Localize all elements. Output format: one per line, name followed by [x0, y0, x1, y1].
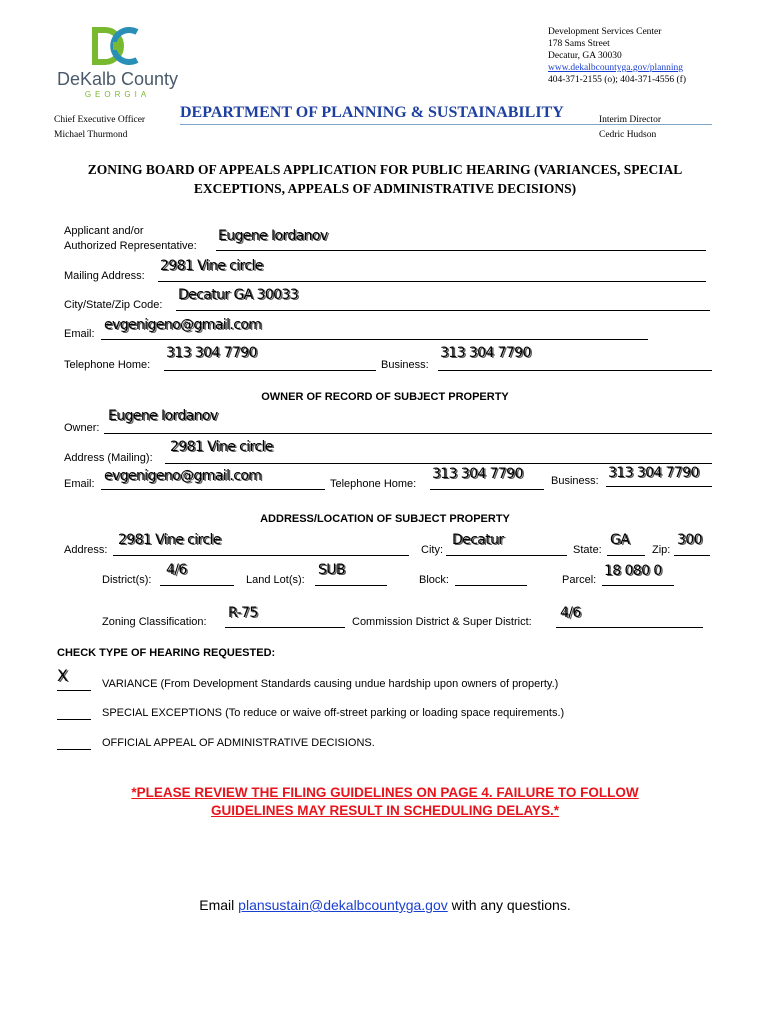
parcel-field[interactable]: 18 080 0: [604, 563, 662, 579]
zoning-label: Zoning Classification:: [102, 616, 207, 628]
form-title-line: ZONING BOARD OF APPEALS APPLICATION FOR PUBLIC HEARING (VARIANCES, SPECIAL: [87, 162, 683, 177]
appeal-label: OFFICIAL APPEAL OF ADMINISTRATIVE DECISIONS.: [102, 737, 375, 749]
owner-line: [104, 433, 712, 434]
owner-business-label: Business:: [551, 475, 599, 487]
mailing-label: Mailing Address:: [64, 270, 145, 282]
city-field[interactable]: Decatur GA 30033: [178, 287, 299, 303]
owner-business-field[interactable]: 313 304 7790: [608, 465, 699, 481]
hearing-option-appeal: [57, 731, 737, 751]
owner-email-field[interactable]: evgenigeno@gmail.com: [104, 468, 262, 484]
city-line: [176, 310, 710, 311]
variance-label: VARIANCE (From Development Standards causing undue hardship upon owners of property.): [102, 678, 559, 690]
owner-mailing-line: [165, 463, 712, 464]
website-link[interactable]: www.dekalbcountyga.gov/planning: [548, 63, 683, 73]
dc-logo-icon: [55, 22, 180, 70]
ceo-name: Michael Thurmond: [54, 130, 128, 140]
director-title: Interim Director: [599, 115, 661, 125]
appeal-check-line: [57, 749, 91, 750]
property-zip-label: Zip:: [652, 544, 671, 556]
email-label: Email:: [64, 328, 95, 340]
parcel-label: Parcel:: [562, 574, 597, 586]
owner-email-label: Email:: [64, 478, 95, 490]
landlot-line: [315, 585, 387, 586]
email-line: [101, 339, 648, 340]
address-line: 178 Sams Street: [548, 39, 610, 49]
office-phone: 404-371-2155 (o); 404-371-4556 (f): [548, 75, 686, 85]
notice-line: *PLEASE REVIEW THE FILING GUIDELINES ON PAGE 4. FAILURE TO FOLLOW: [131, 785, 639, 800]
property-address-field[interactable]: 2981 Vine circle: [118, 532, 221, 548]
owner-business-line: [606, 486, 712, 487]
owner-mailing-field[interactable]: 2981 Vine circle: [170, 439, 273, 455]
block-line: [455, 585, 527, 586]
parcel-line: [602, 585, 674, 586]
ceo-title: Chief Executive Officer: [54, 115, 146, 125]
owner-field[interactable]: Eugene Iordanov: [108, 408, 218, 424]
footer-prefix: Email: [199, 897, 239, 913]
phone-home-label: Telephone Home:: [64, 359, 151, 371]
commission-label: Commission District & Super District:: [352, 616, 532, 628]
city-label: City/State/Zip Code:: [64, 299, 163, 311]
owner-section-title: OWNER OF RECORD OF SUBJECT PROPERTY: [261, 391, 509, 403]
form-title: [0, 160, 770, 198]
district-field[interactable]: 4/6: [166, 562, 187, 578]
logo-county-name: DeKalb County: [56, 69, 179, 89]
zoning-field[interactable]: R-75: [228, 605, 258, 621]
property-address-line: [113, 555, 409, 556]
property-zip-line: [674, 555, 710, 556]
mailing-field[interactable]: 2981 Vine circle: [160, 258, 263, 274]
owner-mailing-label: Address (Mailing):: [64, 452, 153, 464]
commission-line: [556, 627, 703, 628]
phone-home-field[interactable]: 313 304 7790: [166, 345, 257, 361]
applicant-name-field[interactable]: Eugene Iordanov: [218, 228, 328, 244]
hearing-title: CHECK TYPE OF HEARING REQUESTED:: [57, 647, 276, 659]
notice-line: GUIDELINES MAY RESULT IN SCHEDULING DELAYS.*: [210, 803, 560, 818]
office-address: [548, 26, 686, 86]
hearing-option-special-exceptions: [57, 701, 737, 721]
address-line: Decatur, GA 30030: [548, 51, 622, 61]
owner-phone-line: [430, 489, 544, 490]
applicant-name-line: [216, 250, 706, 251]
variance-check-mark[interactable]: X: [57, 666, 68, 685]
email-field[interactable]: evgenigeno@gmail.com: [104, 317, 262, 333]
commission-field[interactable]: 4/6: [560, 605, 581, 621]
special-check-line: [57, 719, 91, 720]
district-label: District(s):: [102, 574, 152, 586]
footer-email-link[interactable]: plansustain@dekalbcountyga.gov: [238, 897, 448, 913]
footer-contact: [0, 897, 770, 913]
logo-state-name: GEORGIA: [84, 90, 151, 99]
owner-email-line: [101, 489, 325, 490]
mailing-line: [158, 281, 706, 282]
filing-notice: [0, 784, 770, 820]
property-zip-field[interactable]: 300: [677, 532, 702, 548]
property-city-label: City:: [421, 544, 443, 556]
business-field[interactable]: 313 304 7790: [440, 345, 531, 361]
business-label: Business:: [381, 359, 429, 371]
district-line: [160, 585, 234, 586]
address-line: Development Services Center: [548, 27, 662, 37]
landlot-label: Land Lot(s):: [246, 574, 305, 586]
property-state-field[interactable]: GA: [610, 532, 630, 548]
department-title: DEPARTMENT OF PLANNING & SUSTAINABILITY: [180, 104, 564, 121]
property-city-field[interactable]: Decatur: [452, 532, 504, 548]
block-label: Block:: [419, 574, 449, 586]
landlot-field[interactable]: SUB: [318, 562, 345, 578]
property-state-label: State:: [573, 544, 602, 556]
owner-label: Owner:: [64, 422, 100, 434]
form-title-line: EXCEPTIONS, APPEALS OF ADMINISTRATIVE DECISIONS): [193, 181, 577, 196]
owner-phone-field[interactable]: 313 304 7790: [432, 466, 523, 482]
owner-phone-label: Telephone Home:: [330, 478, 417, 490]
business-line: [438, 370, 712, 371]
property-city-line: [446, 555, 567, 556]
phone-home-line: [164, 370, 376, 371]
applicant-label: Applicant and/or Authorized Representative:: [64, 225, 197, 252]
zoning-line: [225, 627, 345, 628]
hearing-option-variance: [57, 666, 737, 692]
special-label: SPECIAL EXCEPTIONS (To reduce or waive off-street parking or loading space requirements.): [102, 707, 565, 719]
property-section-title: ADDRESS/LOCATION OF SUBJECT PROPERTY: [260, 513, 510, 525]
property-address-label: Address:: [64, 544, 108, 556]
variance-check-line: [57, 690, 91, 691]
dekalb-logo: [55, 22, 180, 100]
footer-suffix: with any questions.: [447, 897, 571, 913]
director-name: Cedric Hudson: [599, 130, 657, 140]
property-state-line: [607, 555, 645, 556]
